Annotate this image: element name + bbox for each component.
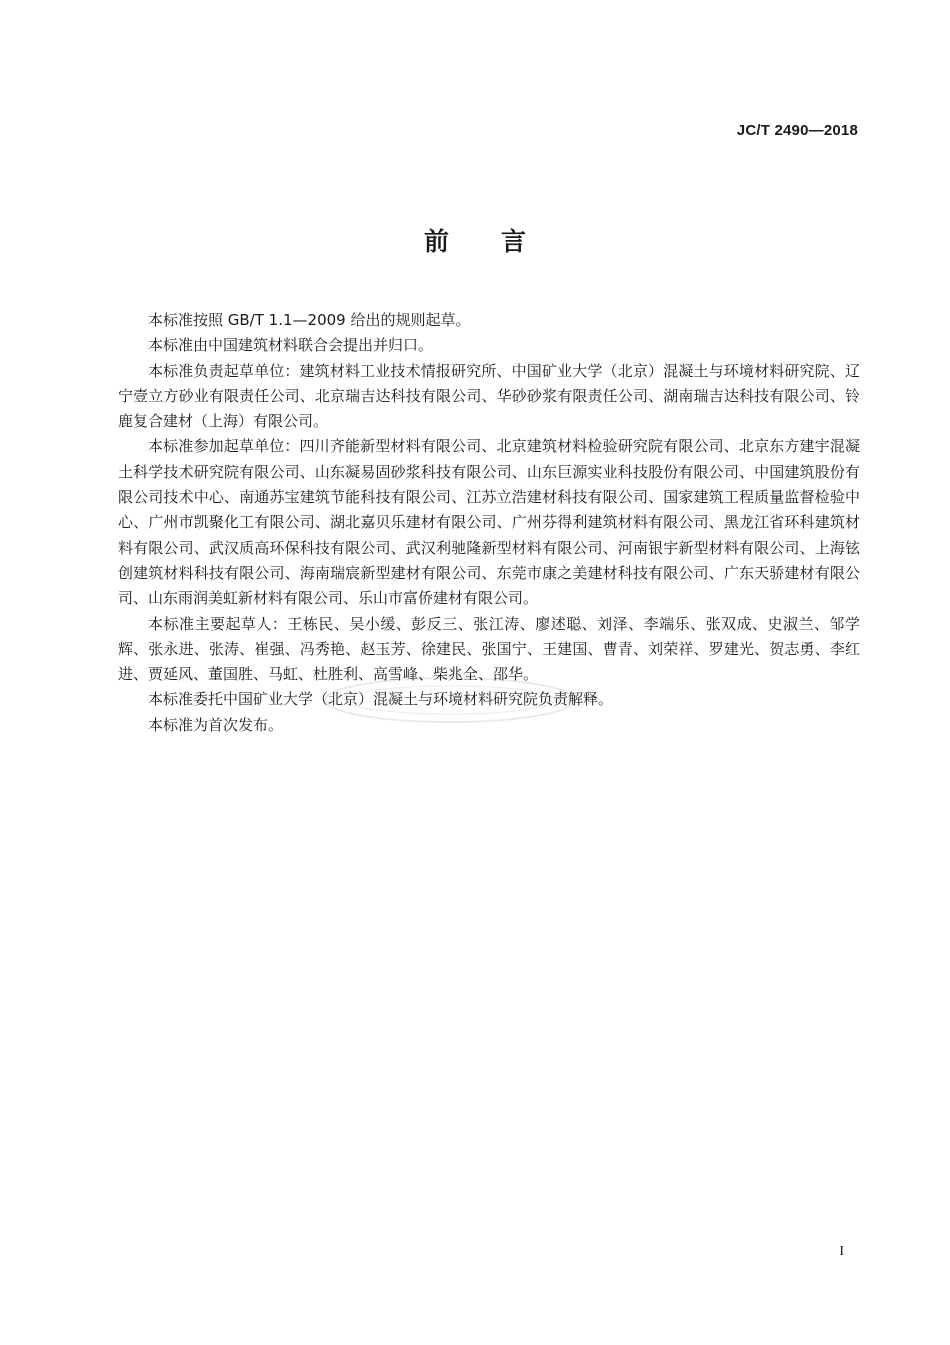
standard-number: JC/T 2490—2018 [736, 122, 858, 139]
paragraph-first-release: 本标准为首次发布。 [148, 715, 284, 734]
paragraph-drafting-rules: 本标准按照 GB/T 1.1—2009 给出的规则起草。 [148, 311, 471, 329]
paragraph-proposer: 本标准由中国建筑材料联合会提出并归口。 [148, 336, 434, 355]
paragraph-participating-units: 本标准参加起草单位：四川齐能新型材料有限公司、北京建筑材料检验研究院有限公司、北京东方建宇混凝土科学技术研究院有限公司、山东凝易固砂浆科技有限公司、山东巨源实业科技股份有限公司、中国建筑股份有限公司技术中心、南通苏宝建筑节能科技有限公司、江苏立浩建材科技有限公司、国家建筑工程质量监督检验中心、广州市凯聚化工有限公司、湖北嘉贝乐建材有限公司、广州芬得利建筑材料有限公司、黑龙江省环科建筑材料有限公司、武汉质高环保科技有限公司、武汉利驰隆新型材料有限公司、河南银宇新型材料有限公司、上海铉创建筑材料科技有限公司、海南瑞宸新型建材有限公司、东莞市康之美建材科技有限公司、广东天骄建材有限公司、山东雨润美虹新材料有限公司、乐山市富侨建材有限公司。 [118, 437, 860, 608]
page-number: I [839, 1244, 844, 1259]
paragraph-interpretation: 本标准委托中国矿业大学（北京）混凝土与环境材料研究院负责解释。 [148, 690, 614, 709]
page-title: 前言 [423, 227, 578, 256]
foreword-body [118, 308, 860, 738]
paragraph-main-drafters: 本标准主要起草人：王栋民、吴小缓、彭反三、张江涛、廖述聪、刘泽、李端乐、张双成、史淑兰、邹学辉、张永进、张涛、崔强、冯秀艳、赵玉芳、徐建民、张国宁、王建国、曹青、刘荣祥、罗建光、贺志勇、李红进、贾延风、董国胜、马虹、杜胜利、高雪峰、柴兆全、邵华。 [118, 614, 860, 684]
paragraph-responsible-units: 本标准负责起草单位：建筑材料工业技术情报研究所、中国矿业大学（北京）混凝土与环境材料研究院、辽宁壹立方砂业有限责任公司、北京瑞吉达科技有限公司、华砂砂浆有限责任公司、湖南瑞吉达科技有限公司、铃鹿复合建材（上海）有限公司。 [118, 361, 860, 431]
